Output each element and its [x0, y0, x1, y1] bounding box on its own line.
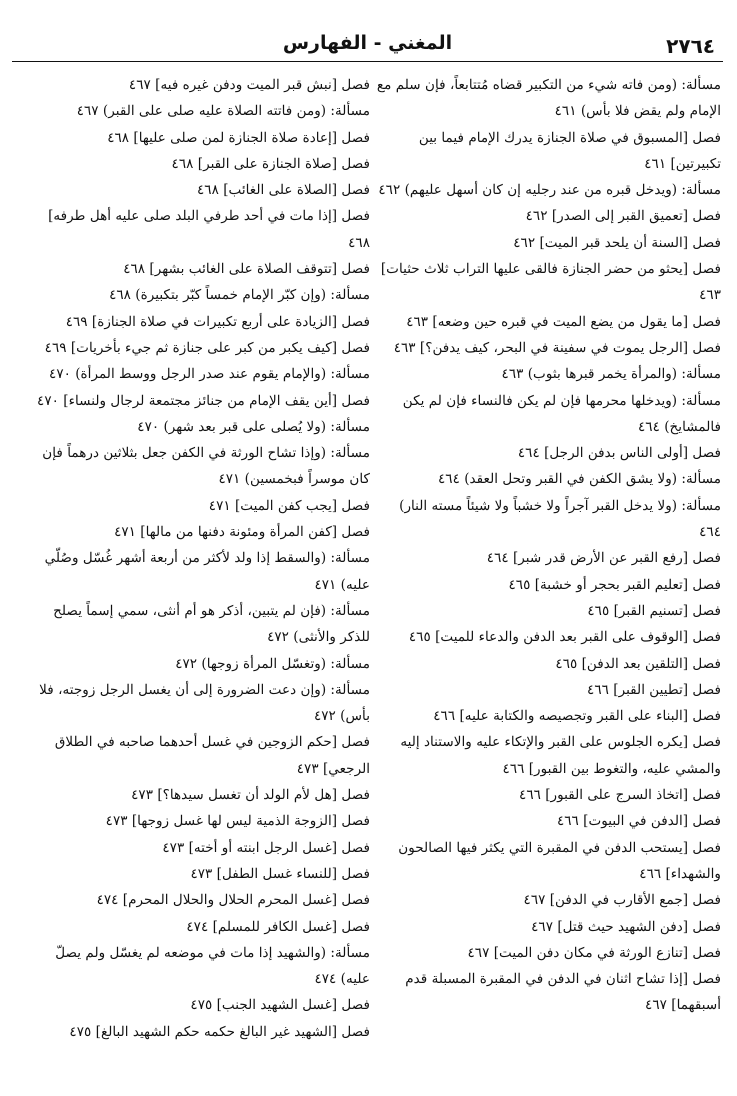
index-entry: فصل [يستحب الدفن في المقبرة التي يكثر فيها الصالحون والشهداء] ٤٦٦ [398, 839, 721, 882]
index-entry: فصل [صلاة الجنازة على القبر] ٤٦٨ [171, 155, 370, 172]
page-number: ٢٧٦٤ [666, 34, 715, 58]
index-entry: فصل [البناء على القبر وتجصيصه والكتابة عليه] ٤٦٦ [433, 708, 721, 725]
page-header [12, 28, 723, 62]
index-entry: فصل [أولى الناس بدفن الرجل] ٤٦٤ [517, 445, 721, 462]
index-column-right [373, 72, 721, 1019]
index-entry: مسألة: (فإن لم يتبين، أذكر هو أم أنثى، سمي إسماً يصلح للذكر والأنثى) ٤٧٢ [53, 602, 370, 646]
index-entry: فصل [هل لأم الولد أن تغسل سيدها؟] ٤٧٣ [131, 787, 370, 804]
index-entry: فصل [تعليم القبر بحجر أو خشبة] ٤٦٥ [508, 576, 721, 593]
index-entry: فصل [تعميق القبر إلى الصدر] ٤٦٢ [525, 208, 721, 225]
index-entry: فصل [كيف يكبر من كبر على جنازة ثم جيء بأخريات] ٤٦٩ [44, 339, 370, 356]
index-entry: فصل [جمع الأقارب في الدفن] ٤٦٧ [523, 892, 721, 909]
index-entry: فصل [نبش قبر الميت ودفن غيره فيه] ٤٦٧ [128, 77, 370, 93]
index-entry: فصل [إعادة صلاة الجنازة لمن صلى عليها] ٤٦٨ [107, 129, 370, 146]
index-entry: فصل [التلقين بعد الدفن] ٤٦٥ [555, 655, 721, 672]
index-entry: فصل [تتوقف الصلاة على الغائب بشهر] ٤٦٨ [123, 261, 370, 278]
index-entry: فصل [ما يقول من يضع الميت في قبره حين وضعه] ٤٦٣ [406, 313, 721, 330]
index-entry: فصل [الرجل يموت في سفينة في البحر، كيف يدفن؟] ٤٦٣ [393, 339, 721, 356]
index-entry: فصل [رفع القبر عن الأرض قدر شبر] ٤٦٤ [486, 550, 721, 567]
index-entry: فصل [الزوجة الذمية ليس لها غسل زوجها] ٤٧٣ [105, 813, 370, 830]
index-entry: مسألة: (والشهيد إذا مات في موضعه لم يغسّل ولم يصلّ عليه) ٤٧٤ [55, 944, 370, 988]
index-entry: مسألة: (ومن فاته شيء من التكبير قضاه مُتتابعاً، فإن سلم مع الإمام ولم يقض فلا بأس) ٤٦١ [376, 77, 721, 120]
index-entry: مسألة: (وإذا تشاح الورثة في الكفن جعل بثلاثين درهماً فإن كان موسراً فبخمسين) ٤٧١ [42, 445, 370, 488]
index-entry: فصل [دفن الشهيد حيث قتل] ٤٦٧ [531, 918, 721, 935]
index-entry: مسألة: (ومن فاتته الصلاة عليه صلى على القبر) ٤٦٧ [76, 103, 370, 120]
index-entry: فصل [الزيادة على أربع تكبيرات في صلاة الجنازة] ٤٦٩ [65, 313, 370, 330]
index-entry: مسألة: (ولا يُصلى على قبر بعد شهر) ٤٧٠ [137, 418, 370, 435]
index-entry: فصل [تسنيم القبر] ٤٦٥ [587, 602, 721, 619]
index-entry: مسألة: (والمرأة يخمر قبرها بثوب) ٤٦٣ [501, 366, 721, 383]
running-title: المغني - الفهارس [282, 32, 453, 54]
index-entry: مسألة: (وإن دعت الضرورة إلى أن يغسل الرجل زوجته، فلا بأس) ٤٧٢ [39, 681, 370, 725]
index-entry: فصل [يكره الجلوس على القبر والإتكاء عليه والاستناد إليه والمشي عليه، والتغوط بين القبور] ٤٦٦ [400, 734, 721, 777]
index-entry: فصل [اتخاذ السرج على القبور] ٤٦٦ [519, 787, 721, 804]
index-entry: فصل [غسل المحرم الحلال والحلال المحرم] ٤٧٤ [96, 892, 370, 909]
index-entry: مسألة: (وتغسّل المرأة زوجها) ٤٧٢ [175, 655, 370, 672]
index-entry: مسألة: (ولا يدخل القبر آجراً ولا خشباً ولا شيئاً مسته النار) ٤٦٤ [399, 497, 721, 541]
header-rule [12, 61, 723, 62]
index-entry: مسألة: (ويدخل قبره من عند رجليه إن كان أسهل عليهم) ٤٦٢ [378, 182, 721, 199]
index-entry: فصل [الصلاة على الغائب] ٤٦٨ [196, 182, 370, 199]
index-entry: مسألة: (والإمام يقوم عند صدر الرجل ووسط المرأة) ٤٧٠ [49, 366, 370, 383]
index-entry: فصل [المسبوق في صلاة الجنازة يدرك الإمام فيما بين تكبيرتين] ٤٦١ [418, 129, 721, 172]
index-entry: فصل [أين يقف الإمام من جنائز مجتمعة لرجال ولنساء] ٤٧٠ [37, 392, 370, 409]
index-entry: فصل [كفن المرأة ومئونة دفنها من مالها] ٤٧١ [114, 524, 370, 541]
index-entry: فصل [السنة أن يلحد قبر الميت] ٤٦٢ [513, 234, 721, 251]
index-entry: فصل [الدفن في البيوت] ٤٦٦ [556, 813, 721, 830]
index-entry: مسألة: (ويدخلها محرمها فإن لم يكن فالنساء فإن لم يكن فالمشايخ) ٤٦٤ [402, 392, 721, 435]
index-entry: مسألة: (وإن كبّر الإمام خمساً كبّر بتكبيرة) ٤٦٨ [109, 287, 370, 304]
index-entry: فصل [حكم الزوجين في غسل أحدهما صاحبه في الطلاق الرجعي] ٤٧٣ [54, 734, 370, 777]
index-entry: فصل [الشهيد غير البالغ حكمه حكم الشهيد البالغ] ٤٧٥ [69, 1023, 370, 1040]
index-entry: فصل [غسل الكافر للمسلم] ٤٧٤ [186, 918, 370, 935]
index-entry: مسألة: (ولا يشق الكفن في القبر وتحل العقد) ٤٦٤ [438, 471, 721, 488]
index-entry: فصل [تنازع الورثة في مكان دفن الميت] ٤٦٧ [467, 944, 721, 961]
index-entry: فصل [للنساء غسل الطفل] ٤٧٣ [190, 865, 370, 882]
index-entry: فصل [إذا مات في أحد طرفي البلد صلى عليه أهل طرفه] ٤٦٨ [48, 208, 370, 251]
index-entry: فصل [يحثو من حضر الجنازة فالقى عليها التراب ثلاث حثيات] ٤٦٣ [380, 261, 721, 304]
index-entry: فصل [غسل الرجل ابنته أو أخته] ٤٧٣ [162, 839, 370, 856]
index-entry: فصل [إذا تشاح اثنان في الدفن في المقبرة المسبلة قدم أسبقهما] ٤٦٧ [405, 971, 721, 1014]
index-entry: فصل [تطيين القبر] ٤٦٦ [587, 681, 721, 698]
index-column-left [22, 72, 370, 1045]
index-entry: مسألة: (والسقط إذا ولد لأكثر من أربعة أشهر غُسّل وصُلّي عليه) ٤٧١ [44, 550, 370, 593]
index-entry: فصل [يجب كفن الميت] ٤٧١ [208, 497, 370, 514]
index-entry: فصل [غسل الشهيد الجنب] ٤٧٥ [190, 997, 370, 1014]
index-entry: فصل [الوقوف على القبر بعد الدفن والدعاء للميت] ٤٦٥ [408, 629, 721, 646]
